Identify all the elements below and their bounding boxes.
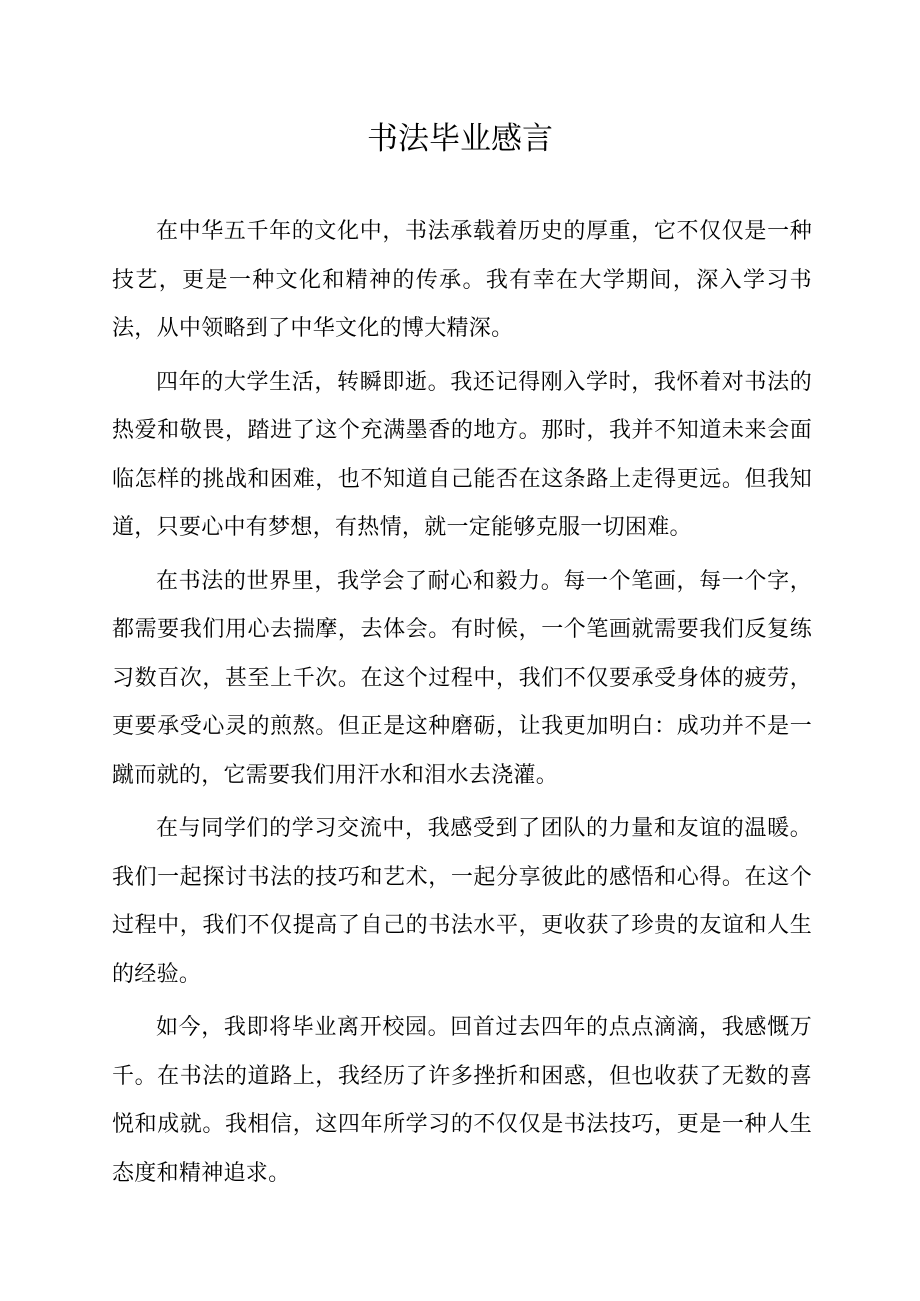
paragraph-3: 在书法的世界里，我学会了耐心和毅力。每一个笔画，每一个字，都需要我们用心去揣摩，去体会。有时候，一个笔画就需要我们反复练习数百次，甚至上千次。在这个过程中，我们不仅要承受身体的疲劳，更要承受心灵的煎熬。但正是这种磨砺，让我更加明白：成功并不是一蹴而就的，它需要我们用汗水和泪水去浇灌。: [112, 568, 812, 788]
paragraph-1: 在中华五千年的文化中，书法承载着历史的厚重，它不仅仅是一种技艺，更是一种文化和精神的传承。我有幸在大学期间，深入学习书法，从中领略到了中华文化的博大精深。: [112, 219, 812, 341]
paragraph-2: 四年的大学生活，转瞬即逝。我还记得刚入学时，我怀着对书法的热爱和敬畏，踏进了这个充满墨香的地方。那时，我并不知道未来会面临怎样的挑战和困难，也不知道自己能否在这条路上走得更远。但我知道，只要心中有梦想，有热情，就一定能够克服一切困难。: [112, 369, 812, 540]
paragraph-4: 在与同学们的学习交流中，我感受到了团队的力量和友谊的温暖。我们一起探讨书法的技巧和艺术，一起分享彼此的感悟和心得。在这个过程中，我们不仅提高了自己的书法水平，更收获了珍贵的友谊和人生的经验。: [112, 816, 812, 987]
document-body: [112, 208, 812, 1203]
paragraph-5: 如今，我即将毕业离开校园。回首过去四年的点点滴滴，我感慨万千。在书法的道路上，我经历了许多挫折和困惑，但也收获了无数的喜悦和成就。我相信，这四年所学习的不仅仅是书法技巧，更是一种人生态度和精神追求。: [112, 1015, 812, 1186]
document-title: 书法毕业感言: [367, 121, 553, 157]
